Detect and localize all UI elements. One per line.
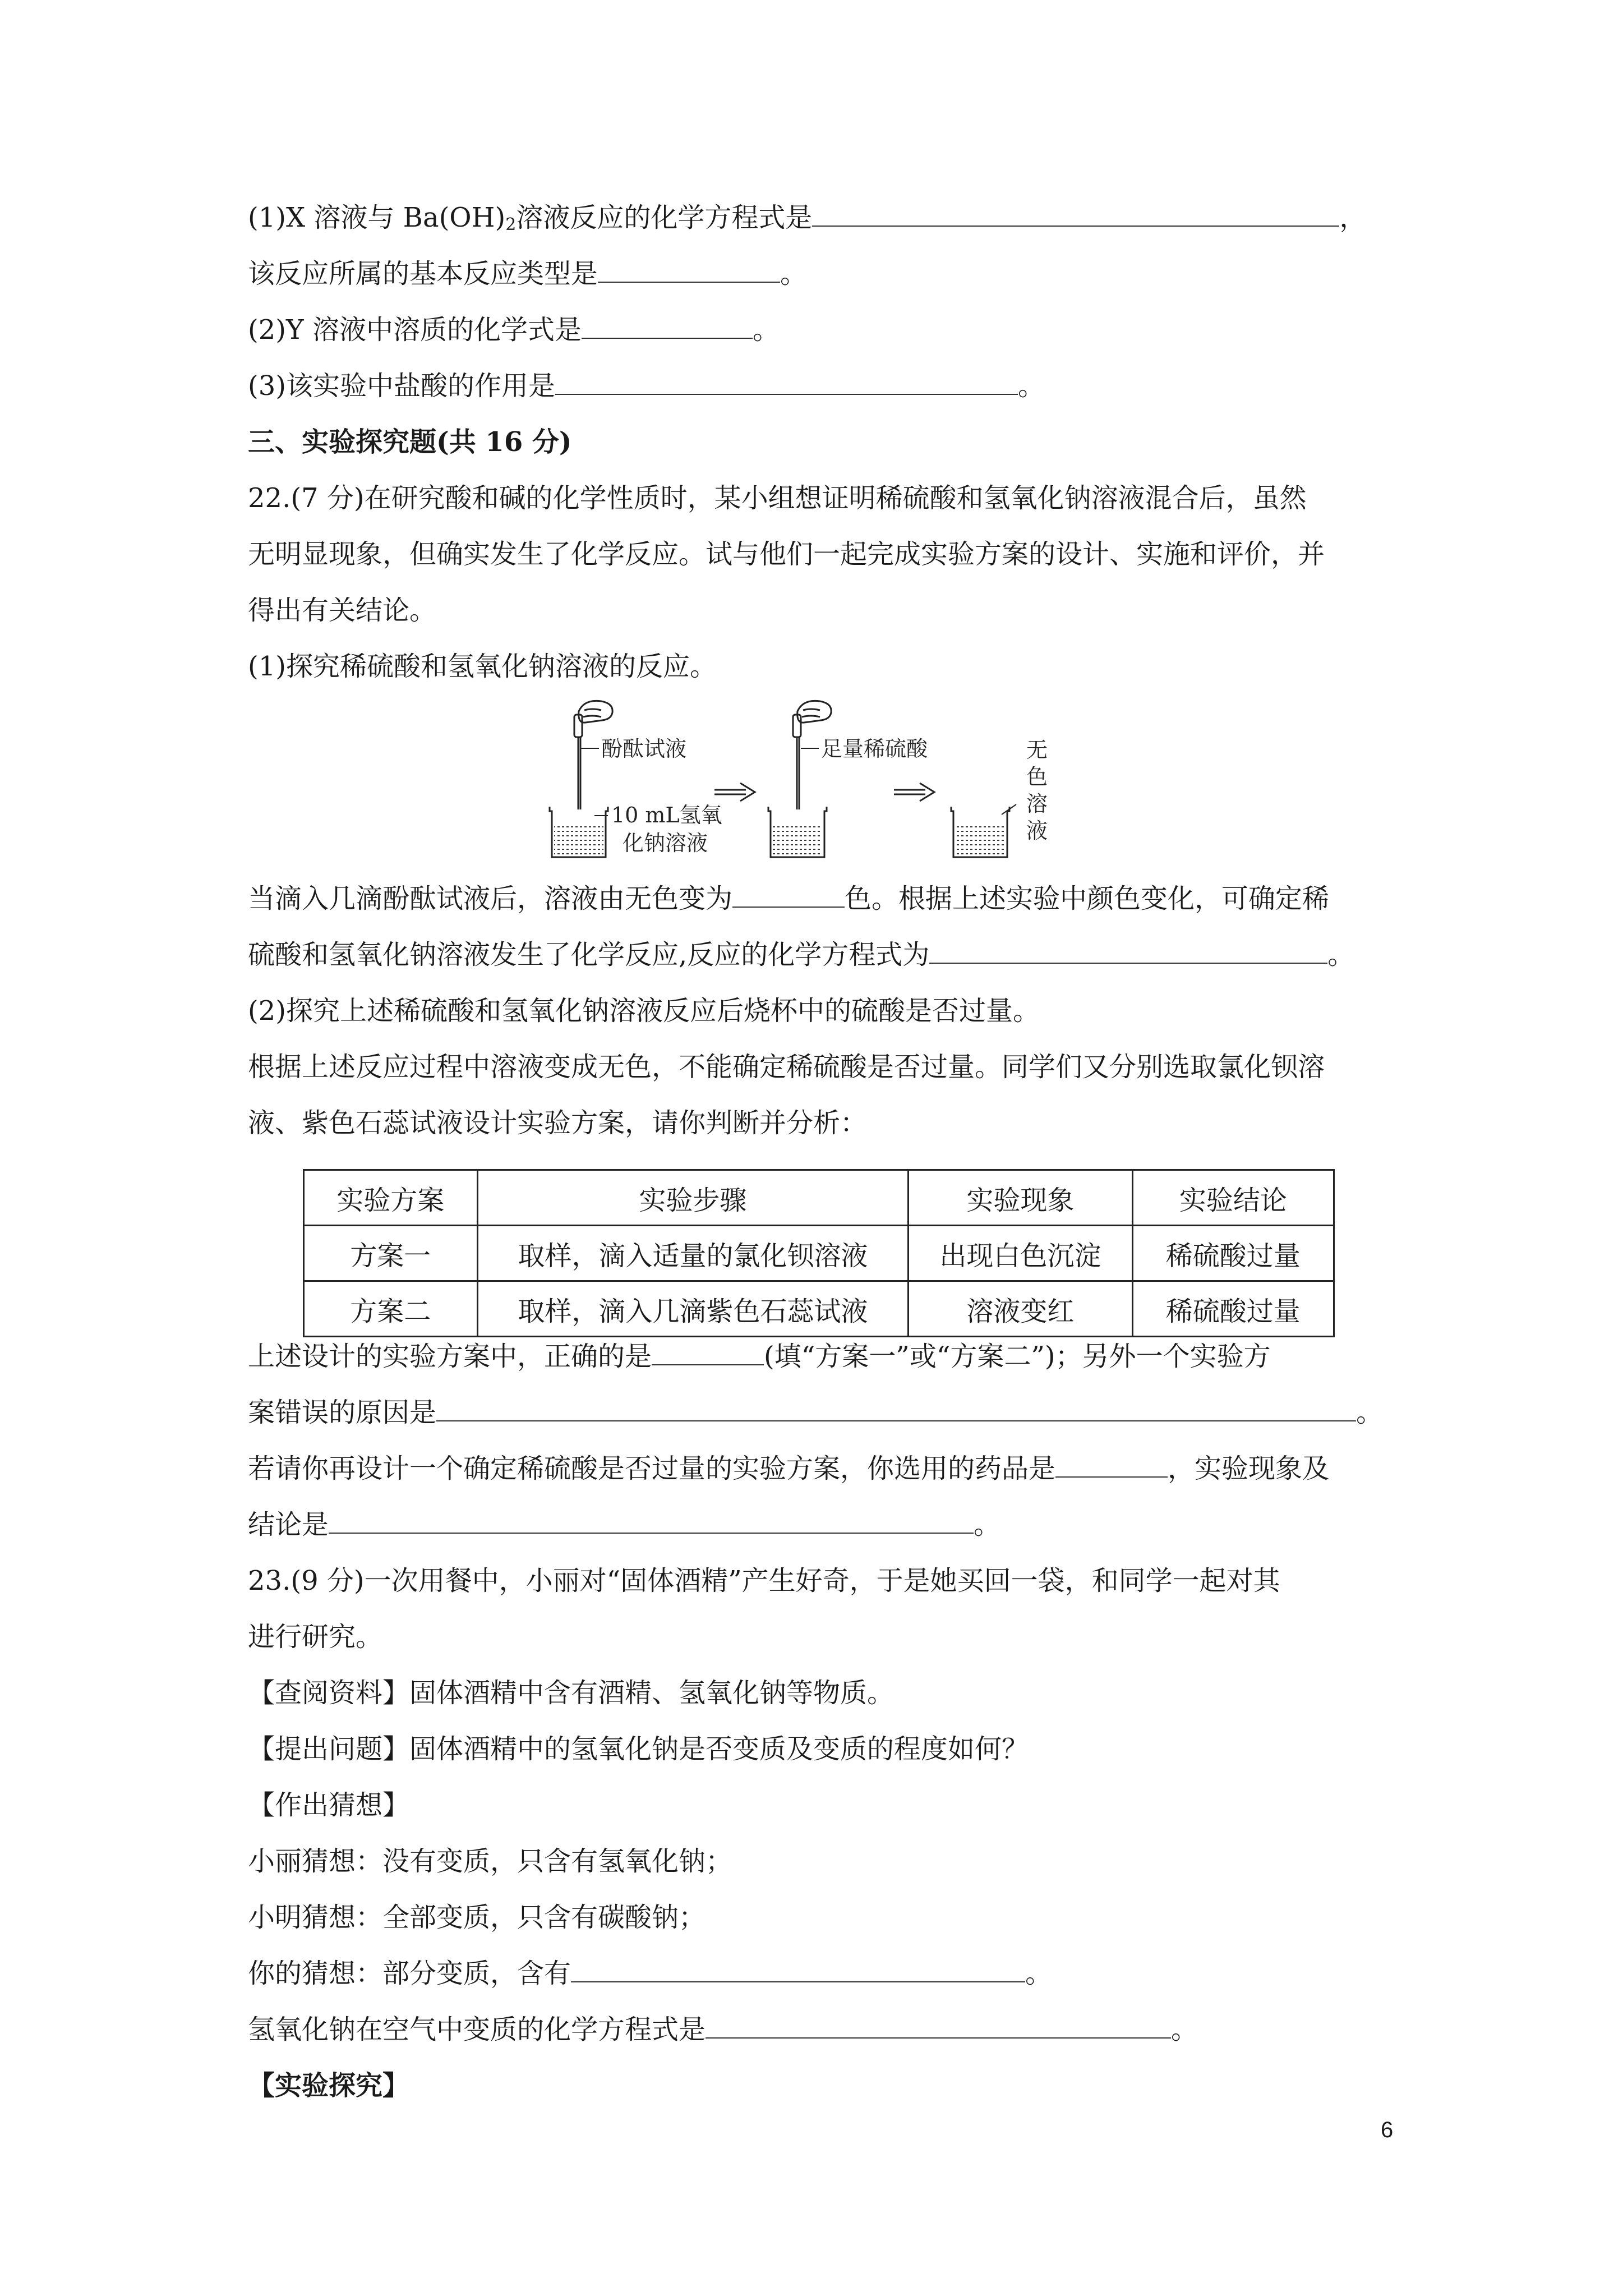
- q22-line3: 得出有关结论。: [248, 595, 437, 626]
- answer-blank[interactable]: [436, 1396, 1356, 1421]
- beaker-middle-liquid: [773, 823, 822, 855]
- table-cell: 稀硫酸过量: [1132, 1226, 1334, 1281]
- answer-blank[interactable]: [812, 201, 1339, 227]
- beaker-left-liquid: [554, 823, 603, 855]
- text: (3)该实验中盐酸的作用是: [248, 370, 555, 402]
- q23-question: 【提出问题】固体酒精中的氢氧化钠是否变质及变质的程度如何？: [248, 1733, 1029, 1765]
- text: (1)X 溶液与 Ba(OH): [248, 202, 506, 233]
- q22-part2-heading: (2)探究上述稀硫酸和氢氧化钠溶液反应后烧杯中的硫酸是否过量。: [248, 995, 1040, 1027]
- label-colorless-3: 溶: [1026, 792, 1048, 816]
- label-colorless-4: 液: [1026, 818, 1048, 843]
- q23-line2: 进行研究。: [248, 1621, 383, 1653]
- table-header: 实验步骤: [477, 1170, 909, 1226]
- table-cell: 方案二: [304, 1281, 478, 1337]
- text: 该反应所属的基本反应类型是: [248, 258, 598, 289]
- text: 结论是: [248, 1509, 329, 1540]
- q22-part3-line2: [248, 1396, 1383, 1429]
- q22-line2: 无明显现象，但确实发生了化学反应。试与他们一起完成实验方案的设计、实施和评价，并: [248, 539, 1325, 570]
- q22-part3-line1: [248, 1340, 1271, 1373]
- text: 色。根据上述实验中颜色变化，可确定稀: [845, 883, 1330, 914]
- table-cell: 溶液变红: [909, 1281, 1132, 1337]
- q23-hypothesis-xiaoli: 小丽猜想：没有变质，只含有氢氧化钠；: [248, 1846, 733, 1877]
- q22-part2-line1: 根据上述反应过程中溶液变成无色，不能确定稀硫酸是否过量。同学们又分别选取氯化钡溶: [248, 1051, 1325, 1083]
- q22-line1: 22.(7 分)在研究酸和碱的化学性质时，某小组想证明稀硫酸和氢氧化钠溶液混合后，虽然: [248, 482, 1307, 514]
- text: 。: [974, 1509, 1001, 1540]
- text: 。: [1025, 1958, 1053, 1989]
- q23-hypothesis-xiaoming: 小明猜想：全部变质，只含有碳酸钠；: [248, 1902, 706, 1933]
- arrow-right-1: [714, 783, 755, 801]
- q22-part2-line2: 液、紫色石蕊试液设计实验方案，请你判断并分析：: [248, 1107, 868, 1139]
- table-row: [304, 1281, 1334, 1337]
- q22-part4-line1: [248, 1452, 1329, 1485]
- experiment-table: [303, 1169, 1335, 1337]
- experiment-figure: [538, 694, 1088, 863]
- answer-blank[interactable]: [732, 882, 845, 908]
- text: 硫酸和氢氧化钠溶液发生了化学反应,反应的化学方程式为: [248, 939, 930, 970]
- table-cell: 方案一: [304, 1226, 478, 1281]
- text: 。: [1327, 939, 1355, 970]
- q23-reference: 【查阅资料】固体酒精中含有酒精、氢氧化钠等物质。: [248, 1677, 895, 1709]
- q21-part3: [248, 369, 1045, 403]
- answer-blank[interactable]: [555, 369, 1018, 395]
- answer-blank[interactable]: [329, 1508, 974, 1534]
- answer-blank[interactable]: [929, 938, 1327, 964]
- arrow-right-2: [894, 783, 934, 801]
- q22-part1-text-line1: [248, 882, 1329, 915]
- text: (填“方案一”或“方案二”)；另外一个实验方: [764, 1341, 1271, 1372]
- answer-blank[interactable]: [706, 2013, 1171, 2039]
- table-header: 实验结论: [1132, 1170, 1334, 1226]
- label-sulfuric-acid: 足量稀硫酸: [821, 737, 928, 761]
- table-header: 实验方案: [304, 1170, 478, 1226]
- text: ，实验现象及: [1168, 1453, 1330, 1484]
- subscript: 2: [505, 215, 517, 234]
- table-row: [304, 1226, 1334, 1281]
- q22-part1-text-line2: [248, 938, 1354, 972]
- q21-part1-line1: [248, 201, 1366, 234]
- answer-blank[interactable]: [1055, 1452, 1168, 1478]
- answer-blank[interactable]: [652, 1340, 764, 1365]
- text: 溶液反应的化学方程式是: [516, 202, 813, 233]
- text: 氢氧化钠在空气中变质的化学方程式是: [248, 2014, 706, 2045]
- label-phenolphthalein: 酚酞试液: [601, 737, 687, 761]
- table-cell: 取样，滴入适量的氯化钡溶液: [477, 1226, 909, 1281]
- text: 当滴入几滴酚酞试液后，溶液由无色变为: [248, 883, 733, 914]
- text: (2)Y 溶液中溶质的化学式是: [248, 314, 582, 346]
- label-naoh-line2: 化钠溶液: [623, 831, 708, 855]
- q21-part1-line2: [248, 257, 807, 291]
- q21-part2: [248, 313, 780, 347]
- text: ，: [1339, 202, 1367, 233]
- text: 。: [1171, 2014, 1198, 2045]
- q23-line1: 23.(9 分)一次用餐中，小丽对“固体酒精”产生好奇，于是她买回一袋，和同学一起对其: [248, 1565, 1280, 1596]
- label-naoh-line1: 10 mL氢氧: [611, 803, 722, 827]
- beaker-right-liquid: [956, 823, 1005, 855]
- answer-blank[interactable]: [582, 313, 753, 339]
- text: 。: [1018, 370, 1045, 402]
- text: 上述设计的实验方案中，正确的是: [248, 1341, 652, 1372]
- text: 案错误的原因是: [248, 1397, 437, 1428]
- q22-part1-heading: (1)探究稀硫酸和氢氧化钠溶液的反应。: [248, 651, 717, 682]
- q23-experiment-heading: 【实验探究】: [248, 2070, 410, 2101]
- q23-hypothesis-heading: 【作出猜想】: [248, 1789, 410, 1821]
- text: 你的猜想：部分变质，含有: [248, 1958, 571, 1989]
- answer-blank[interactable]: [598, 257, 780, 283]
- text: 。: [1356, 1397, 1384, 1428]
- q23-hypothesis-yours: [248, 1957, 1052, 1990]
- table-header: 实验现象: [909, 1170, 1132, 1226]
- text: 。: [752, 314, 780, 346]
- q22-part4-line2: [248, 1508, 1000, 1542]
- page-number: 6: [1381, 2118, 1394, 2142]
- text: 。: [780, 258, 808, 289]
- label-colorless-2: 色: [1026, 765, 1048, 789]
- q23-equation: [248, 2013, 1198, 2046]
- table-cell: 出现白色沉淀: [909, 1226, 1132, 1281]
- answer-blank[interactable]: [571, 1957, 1025, 1982]
- label-colorless-1: 无: [1026, 738, 1048, 762]
- text: 若请你再设计一个确定稀硫酸是否过量的实验方案，你选用的药品是: [248, 1453, 1056, 1484]
- table-cell: 取样，滴入几滴紫色石蕊试液: [477, 1281, 909, 1337]
- table-cell: 稀硫酸过量: [1132, 1281, 1334, 1337]
- table-header-row: [304, 1170, 1334, 1226]
- section-heading: 三、实验探究题(共 16 分): [248, 426, 572, 458]
